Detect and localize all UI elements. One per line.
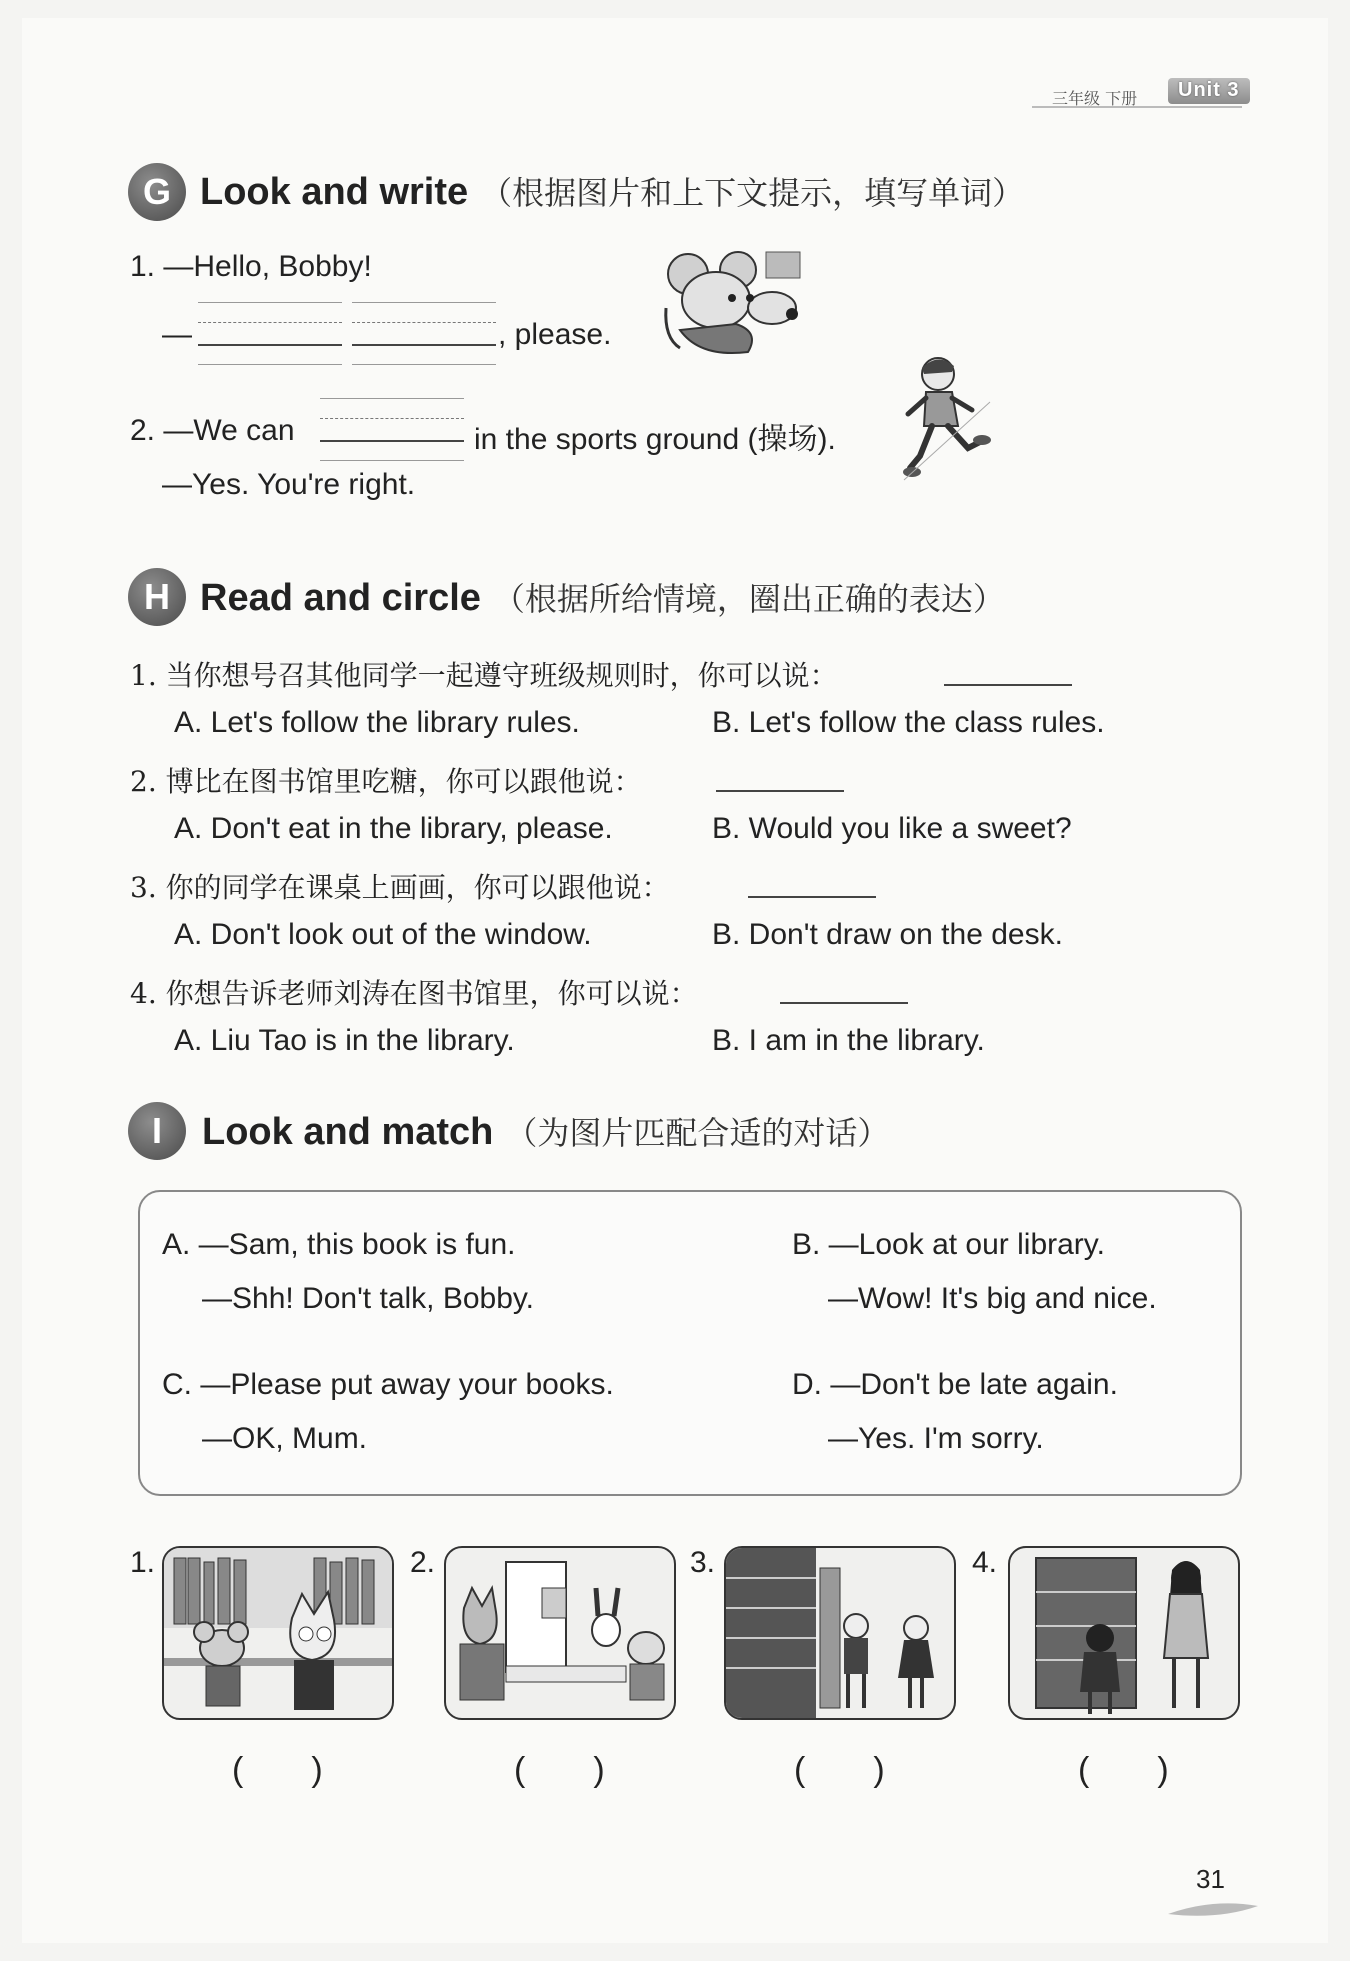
mouse-picture	[660, 248, 808, 360]
g-q1-dash: —	[162, 318, 192, 351]
dialogue-c-line1: C. —Please put away your books.	[162, 1368, 614, 1401]
section-i-subtitle: （为图片匹配合适的对话）	[505, 1114, 890, 1152]
h-question-4: 4. 你想告诉老师刘涛在图书馆里，你可以说：	[130, 977, 698, 1010]
library-shelf-scene-icon	[164, 1548, 392, 1718]
g-q2-start: 2. —We can	[130, 414, 295, 447]
h-q1-option-b[interactable]: B. Let's follow the class rules.	[712, 706, 1105, 739]
g-q1-end: , please.	[498, 318, 612, 351]
g-q2-guide-top	[320, 398, 464, 399]
section-i-badge: I	[128, 1102, 186, 1160]
section-i-heading	[202, 1108, 889, 1154]
h-q4-option-b[interactable]: B. I am in the library.	[712, 1024, 985, 1057]
page-corner-swoosh-icon	[1168, 1896, 1258, 1920]
g-q2-line2: —Yes. You're right.	[162, 468, 416, 501]
picture-4-library-teacher	[1008, 1546, 1240, 1720]
h-answer-blank-1[interactable]	[944, 684, 1072, 686]
h-question-1: 1. 当你想号召其他同学一起遵守班级规则时，你可以说：	[130, 659, 838, 692]
dialogue-b-line2: —Wow! It's big and nice.	[828, 1282, 1157, 1315]
g-q1-guide-mid-1	[198, 322, 342, 323]
g-q2-guide-bot	[320, 460, 464, 461]
picture-3-number: 3.	[690, 1546, 716, 1579]
section-h-subtitle: （根据所给情境，圈出正确的表达）	[492, 580, 1005, 618]
dialogue-b-line1: B. —Look at our library.	[792, 1228, 1105, 1261]
answer-paren-3[interactable]: ( )	[794, 1751, 885, 1789]
g-q1-guide-bot-2	[352, 364, 496, 365]
h-q4-option-a[interactable]: A. Liu Tao is in the library.	[174, 1024, 515, 1057]
header-grade: 三年级 下册	[1052, 89, 1138, 108]
g-q1-guide-mid-2	[352, 322, 496, 323]
g-q1-blank-1[interactable]	[198, 344, 342, 346]
g-q1-guide-bot-1	[198, 364, 342, 365]
picture-4-number: 4.	[972, 1546, 998, 1579]
picture-1-library-mouse-cat	[162, 1546, 394, 1720]
picture-2-number: 2.	[410, 1546, 436, 1579]
h-q1-option-a[interactable]: A. Let's follow the library rules.	[174, 706, 580, 739]
g-q2-guide-mid	[320, 418, 464, 419]
dialogue-c-line2: —OK, Mum.	[202, 1422, 368, 1455]
section-g-subtitle: （根据图片和上下文提示，填写单词）	[480, 174, 1025, 212]
h-answer-blank-2[interactable]	[716, 790, 844, 792]
h-q3-option-b[interactable]: B. Don't draw on the desk.	[712, 918, 1063, 951]
library-teacher-scene-icon	[1010, 1548, 1238, 1718]
classroom-scene-icon	[446, 1548, 674, 1718]
answer-paren-2[interactable]: ( )	[514, 1751, 605, 1789]
h-q3-option-a[interactable]: A. Don't look out of the window.	[174, 918, 592, 951]
dialogue-a-line2: —Shh! Don't talk, Bobby.	[202, 1282, 535, 1315]
dialogue-d-line2: —Yes. I'm sorry.	[828, 1422, 1044, 1455]
h-q2-option-a[interactable]: A. Don't eat in the library, please.	[174, 812, 613, 845]
picture-3-library-children	[724, 1546, 956, 1720]
h-answer-blank-4[interactable]	[780, 1002, 908, 1004]
dialogue-d-line1: D. —Don't be late again.	[792, 1368, 1118, 1401]
section-g-title: Look and write	[200, 171, 469, 213]
unit-badge: Unit 3	[1168, 78, 1250, 104]
dialogue-a-line1: A. —Sam, this book is fun.	[162, 1228, 516, 1261]
g-q2-blank[interactable]	[320, 440, 464, 442]
library-children-scene-icon	[726, 1548, 954, 1718]
h-answer-blank-3[interactable]	[748, 896, 876, 898]
g-q2-end: in the sports ground (操场).	[474, 423, 836, 456]
h-question-3: 3. 你的同学在课桌上画画，你可以跟他说：	[130, 871, 670, 904]
running-boy-picture	[902, 352, 992, 482]
section-g-heading	[200, 168, 1024, 214]
answer-paren-1[interactable]: ( )	[232, 1751, 323, 1789]
section-h-heading	[200, 574, 1005, 620]
picture-1-number: 1.	[130, 1546, 156, 1579]
g-q1-guide-top-2	[352, 302, 496, 303]
g-q1-blank-2[interactable]	[352, 344, 496, 346]
page-number: 31	[1196, 1864, 1225, 1894]
section-h-badge: H	[128, 568, 186, 626]
answer-paren-4[interactable]: ( )	[1078, 1751, 1169, 1789]
g-q1-guide-top-1	[198, 302, 342, 303]
section-h-title: Read and circle	[200, 577, 481, 619]
h-question-2: 2. 博比在图书馆里吃糖，你可以跟他说：	[130, 765, 642, 798]
section-i-title: Look and match	[202, 1111, 494, 1153]
picture-2-classroom	[444, 1546, 676, 1720]
section-g-badge: G	[128, 163, 186, 221]
g-q1-line1: 1. —Hello, Bobby!	[130, 250, 372, 283]
h-q2-option-b[interactable]: B. Would you like a sweet?	[712, 812, 1072, 845]
